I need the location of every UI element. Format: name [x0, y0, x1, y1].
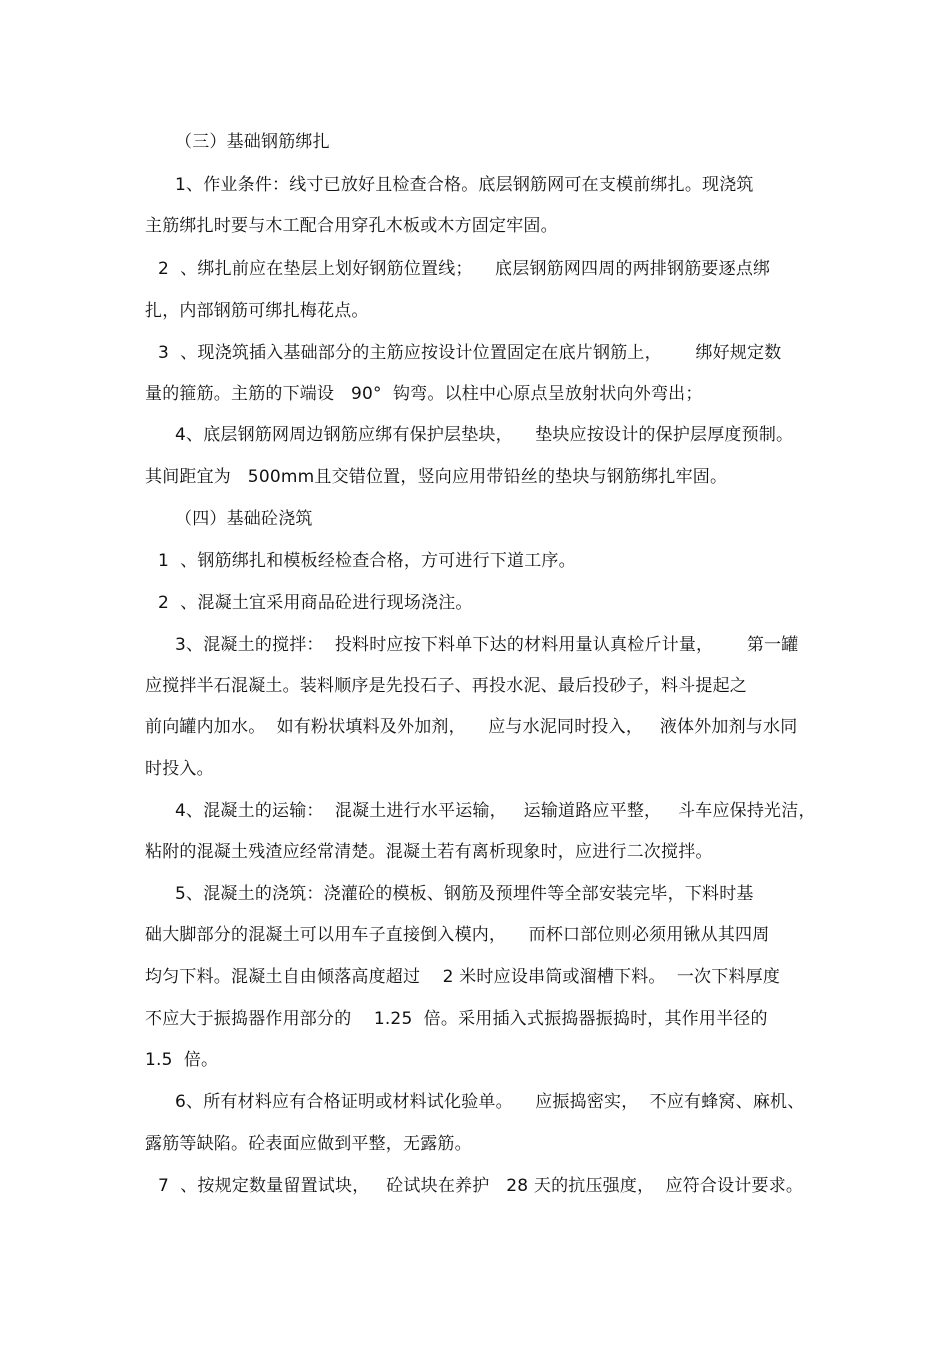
paragraph-line: 不应大于振捣器作用部分的 1.25 倍。采用插入式振捣器振捣时，其作用半径的: [145, 1009, 768, 1029]
paragraph-line: 主筋绑扎时要与木工配合用穿孔木板或木方固定牢固。: [145, 216, 558, 236]
paragraph-line: 粘附的混凝土残渣应经常清楚。混凝土若有离析现象时，应进行二次搅拌。: [145, 842, 713, 862]
paragraph-line: 1.5 倍。: [145, 1050, 219, 1070]
paragraph-line: 3、混凝土的搅拌： 投料时应按下料单下达的材料用量认真检斤计量， 第一罐: [175, 635, 799, 655]
paragraph-line: 时投入。: [145, 759, 214, 779]
paragraph-line: 1、作业条件：线寸已放好且检查合格。底层钢筋网可在支模前绑扎。现浇筑: [175, 175, 754, 195]
paragraph-line: 4、混凝土的运输： 混凝土进行水平运输， 运输道路应平整， 斗车应保持光洁，: [175, 801, 816, 821]
paragraph-line: 扎，内部钢筋可绑扎梅花点。: [145, 301, 369, 321]
paragraph-line: 前向罐内加水。 如有粉状填料及外加剂， 应与水泥同时投入， 液体外加剂与水同: [145, 717, 798, 737]
paragraph-line: 础大脚部分的混凝土可以用车子直接倒入模内， 而杯口部位则必须用锹从其四周: [145, 925, 770, 945]
paragraph-line: 2 、绑扎前应在垫层上划好钢筋位置线； 底层钢筋网四周的两排钢筋要逐点绑: [158, 259, 771, 279]
paragraph-line: 6、所有材料应有合格证明或材料试化验单。 应振捣密实， 不应有蜂窝、麻机、: [175, 1092, 805, 1112]
paragraph-line: 应搅拌半石混凝土。装料顺序是先投石子、再投水泥、最后投砂子，料斗提起之: [145, 676, 747, 696]
paragraph-line: 5、混凝土的浇筑：浇灌砼的模板、钢筋及预埋件等全部安装完毕，下料时基: [175, 884, 754, 904]
paragraph-line: 4、底层钢筋网周边钢筋应绑有保护层垫块， 垫块应按设计的保护层厚度预制。: [175, 425, 794, 445]
paragraph-line: 3 、现浇筑插入基础部分的主筋应按设计位置固定在底片钢筋上， 绑好规定数: [158, 343, 782, 363]
paragraph-line: 其间距宜为 500mm且交错位置，竖向应用带铅丝的垫块与钢筋绑扎牢固。: [145, 467, 728, 487]
paragraph-line: 量的箍筋。主筋的下端设 90° 钩弯。以柱中心原点呈放射状向外弯出；: [145, 384, 703, 404]
section-heading-3: （三）基础钢筋绑扎: [175, 132, 330, 152]
paragraph-line: 2 、混凝土宜采用商品砼进行现场浇注。: [158, 593, 473, 613]
paragraph-line: 露筋等缺陷。砼表面应做到平整，无露筋。: [145, 1134, 472, 1154]
paragraph-line: 1 、钢筋绑扎和模板经检查合格，方可进行下道工序。: [158, 551, 576, 571]
paragraph-line: 均匀下料。混凝土自由倾落高度超过 2 米时应设串筒或溜槽下料。 一次下料厚度: [145, 967, 781, 987]
paragraph-line: 7 、按规定数量留置试块， 砼试块在养护 28 天的抗压强度， 应符合设计要求。: [158, 1176, 804, 1196]
section-heading-4: （四）基础砼浇筑: [175, 509, 313, 529]
